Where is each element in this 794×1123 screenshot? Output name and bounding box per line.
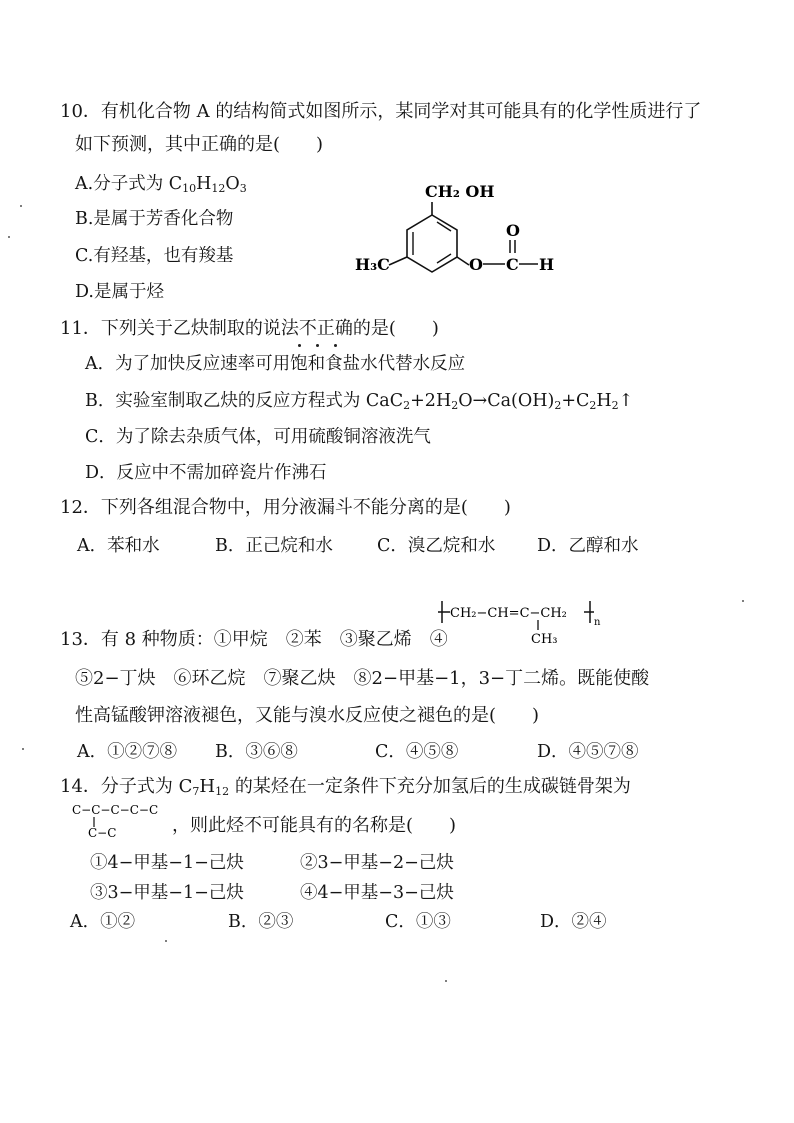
- q11-option-d: D．反应中不需加碎瓷片作沸石: [85, 463, 327, 483]
- q12-option-d: D．乙醇和水: [537, 536, 639, 556]
- q10-option-a: A.分子式为 $C_{10}H_{12}O_3$: [75, 174, 247, 195]
- q13-option-b: B．③⑥⑧: [215, 742, 298, 762]
- polymer-n-label: n: [594, 617, 601, 628]
- q13-polymer-diagram: [438, 598, 608, 648]
- q11-option-c: C．为了除去杂质气体，可用硫酸铜溶液洗气: [85, 427, 431, 447]
- q14-option-b: B．②③: [228, 912, 294, 932]
- skeleton-main-chain: C−C−C−C−C: [72, 803, 159, 817]
- q12-stem: 12．下列各组混合物中，用分液漏斗不能分离的是( ): [60, 497, 511, 518]
- q14-stem-line2: ，则此烃不可能具有的名称是( ): [172, 815, 457, 836]
- q10-stem-line1: 10．有机化合物 A 的结构简式如图所示，某同学对其可能具有的化学性质进行了: [60, 101, 702, 122]
- q13-option-d: D．④⑤⑦⑧: [537, 742, 639, 762]
- q10-structure-diagram: [345, 175, 575, 295]
- q14-name-4: ④4−甲基−3−己炔: [300, 883, 454, 903]
- q14-option-c: C．①③: [385, 912, 451, 932]
- q14-carbon-skeleton: [72, 801, 182, 841]
- q13-stem-line1: 13．有 8 种物质：①甲烷 ②苯 ③聚乙烯 ④: [60, 629, 448, 650]
- q13-stem-line2: ⑤2−丁炔 ⑥环乙烷 ⑦聚乙炔 ⑧2−甲基−1，3−丁二烯。既能使酸: [75, 668, 650, 689]
- q12-option-b: B．正己烷和水: [215, 536, 333, 556]
- scan-speck: [742, 600, 744, 602]
- scan-speck: [20, 205, 22, 207]
- ch2oh-label: CH₂ OH: [425, 182, 495, 201]
- q14-option-a: A．①②: [70, 912, 136, 932]
- q10-option-d: D.是属于烃: [75, 282, 164, 302]
- q14-name-2: ②3−甲基−2−己炔: [300, 853, 454, 873]
- emphasis-dot: [334, 344, 337, 347]
- q11-stem: 11．下列关于乙炔制取的说法不正确的是( ): [60, 318, 439, 339]
- q11-option-a: A．为了加快反应速率可用饱和食盐水代替水反应: [85, 354, 466, 374]
- q10-option-b: B.是属于芳香化合物: [75, 209, 234, 229]
- q13-option-a: A．①②⑦⑧: [77, 742, 178, 762]
- skeleton-branch: C−C: [88, 826, 117, 840]
- q14-stem-line1: 14．分子式为 $C_7H_{12}$ 的某烃在一定条件下充分加氢后的生成碳链骨架为: [60, 776, 631, 798]
- scan-speck: [165, 940, 167, 942]
- polymer-repeat-unit: CH₂−CH=C−CH₂: [450, 606, 567, 621]
- emphasis-dot: [316, 344, 319, 347]
- q14-name-3: ③3−甲基−1−己炔: [90, 883, 244, 903]
- ester-oxygen-label: O: [469, 255, 483, 274]
- q10-stem-line2: 如下预测，其中正确的是( ): [75, 134, 324, 155]
- carbonyl-oxygen-label: O: [506, 221, 520, 240]
- scan-speck: [22, 748, 24, 750]
- q12-option-c: C．溴乙烷和水: [377, 536, 496, 556]
- scan-speck: [8, 236, 10, 238]
- q13-option-c: C．④⑤⑧: [375, 742, 459, 762]
- q14-name-1: ①4−甲基−1−己炔: [90, 853, 244, 873]
- hydrogen-label: H: [539, 255, 555, 274]
- q10-option-c: C.有羟基，也有羧基: [75, 246, 234, 266]
- scan-speck: [445, 980, 447, 982]
- q11-option-b: B．实验室制取乙炔的反应方程式为 $CaC_2+2H_2O\to Ca(OH)_2+C_2H_2↑$: [85, 391, 634, 412]
- q13-stem-line3: 性高锰酸钾溶液褪色，又能与溴水反应使之褪色的是( ): [75, 705, 540, 726]
- carbonyl-carbon-label: C: [506, 255, 519, 274]
- h3c-label: H₃C: [355, 255, 390, 274]
- emphasis-dot: [298, 344, 301, 347]
- polymer-methyl-label: CH₃: [531, 632, 558, 647]
- q14-option-d: D．②④: [540, 912, 607, 932]
- q12-option-a: A．苯和水: [77, 536, 160, 556]
